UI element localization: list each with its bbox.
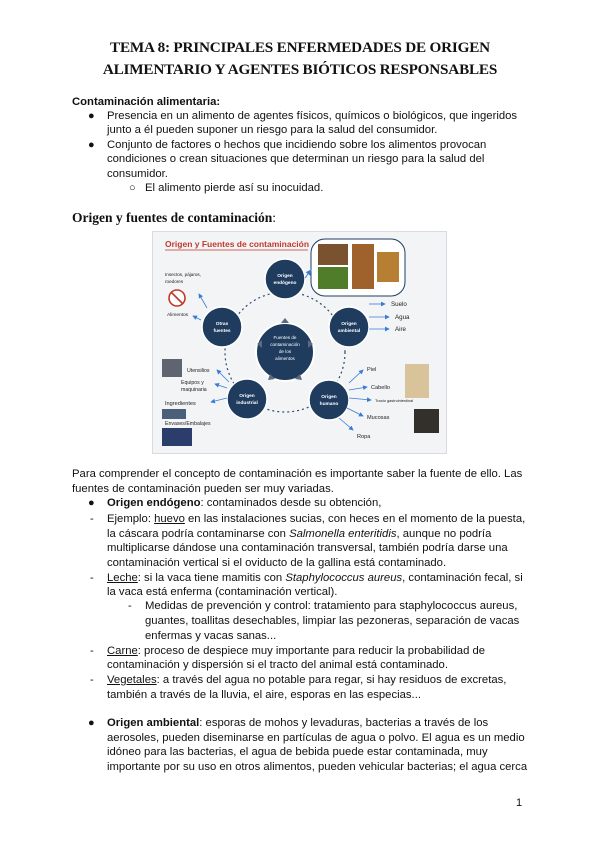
- dash-bullet: -: [90, 572, 94, 584]
- label-agua: Agua: [395, 314, 410, 321]
- node-otras-l1: Otras: [215, 322, 229, 327]
- dash-bullet: -: [90, 513, 94, 525]
- node-otras-l2: fuentes: [213, 329, 231, 334]
- center-line-3: de los: [278, 349, 292, 354]
- ambiental-line1: [107, 716, 488, 732]
- label-aire: Aire: [395, 326, 407, 333]
- dash-bullet: -: [90, 674, 94, 686]
- photo-utensils: [162, 359, 182, 377]
- label-alimentos: Alimentos: [167, 313, 189, 318]
- photo-arrow: [305, 270, 311, 278]
- vegetales-line2: también a través de la lluvia, el aire, esporas en las especias...: [107, 689, 421, 701]
- node-ambiental-l1: Origen: [341, 322, 357, 327]
- center-line-2: contaminación: [270, 342, 300, 347]
- label-utensilios: Utensilios: [187, 368, 210, 374]
- node-humano-l1: Origen: [321, 395, 337, 400]
- arrow-utensilios: [217, 370, 229, 382]
- label-cabello: Cabello: [371, 385, 390, 391]
- intro-line1: Para comprender el concepto de contaminación es importante saber la fuente de ello. Las: [72, 468, 523, 480]
- photo-hair: [405, 364, 429, 398]
- label-ropa: Ropa: [357, 434, 371, 440]
- title-line-1: TEMA 8: PRINCIPALES ENFERMEDADES DE ORIGEN: [110, 39, 490, 56]
- contamination-sources-figure: [152, 231, 447, 454]
- ejemplo-line1: [107, 512, 525, 528]
- center-arrow-up: [281, 318, 289, 323]
- ejemplo-line3: multiplicarse dándose una contaminación transversal, también podría darse una: [107, 542, 508, 554]
- def2-line3: consumidor.: [107, 168, 168, 180]
- leche-word: Leche: [107, 572, 138, 584]
- photo-hand: [414, 409, 439, 433]
- carne-rest: : proceso de despiece muy importante para reducir la probabilidad de: [137, 645, 486, 657]
- figure-diagram: [153, 232, 446, 453]
- carne-word: Carne: [107, 645, 138, 657]
- arrow-piel: [349, 370, 363, 383]
- node-industrial-l2: industrial: [236, 401, 258, 406]
- photo-plants: [318, 267, 348, 289]
- section-heading-text: Origen y fuentes de contaminación: [72, 210, 273, 225]
- arrow-ingredientes: [211, 398, 227, 402]
- center-line-1: Fuentes de: [273, 335, 297, 340]
- bullet-dot: ●: [88, 110, 95, 122]
- label-piel: Piel: [367, 367, 377, 373]
- medidas-line3: enfermas y vacas sanas...: [145, 630, 277, 642]
- medidas-line1: Medidas de prevención y control: tratamiento para staphylococcus aureus,: [145, 600, 518, 612]
- photo-eggs: [377, 252, 399, 282]
- node-otras: [202, 307, 242, 347]
- node-industrial: [227, 379, 267, 419]
- center-line-4: alimentos: [275, 356, 295, 361]
- node-humano-l2: humano: [319, 402, 339, 407]
- ambiental-line4: importante por su uso en otros alimentos, pueden vehicular bacterias; el agua cerca: [107, 761, 528, 773]
- endogeno-item: [107, 496, 381, 512]
- ejemplo-rest: en las instalaciones sucias, con heces en el momento de la puesta,: [184, 513, 526, 525]
- section-heading-colon: :: [272, 210, 277, 225]
- label-tracto: Tracto gastrointestinal: [375, 398, 414, 403]
- label-ingredientes: Ingredientes: [165, 401, 196, 407]
- node-humano: [309, 380, 349, 420]
- dash-bullet: -: [90, 645, 94, 657]
- def2-line2: condiciones o crean situaciones que determinan un riesgo para la salud del: [107, 153, 485, 165]
- bullet-circle: ○: [129, 182, 136, 194]
- ejemplo-huevo: huevo: [154, 513, 185, 525]
- title-line-2: ALIMENTARIO Y AGENTES BIÓTICOS RESPONSABLES: [102, 61, 498, 78]
- label-equipos-l2: maquinaria: [181, 387, 207, 393]
- arrow-equipos: [215, 384, 227, 388]
- intro-line2: fuentes de contaminación pueden ser muy variadas.: [72, 483, 334, 495]
- arrow-alimentos: [193, 316, 201, 320]
- ejemplo-line4: contaminación vertical si el oviducto de la gallina está contaminado.: [107, 557, 447, 569]
- def1-line1: Presencia en un alimento de agentes físicos, químicos o biológicos, que ingeridos: [107, 110, 518, 122]
- medidas-line2: guantes, toallitas desechables, limpiar las pezoneras, separación de vacas: [145, 615, 520, 627]
- leche-a: : si la vaca tiene mamitis con: [137, 572, 286, 584]
- node-industrial-l1: Origen: [239, 394, 255, 399]
- ejemplo-prefix: Ejemplo:: [107, 513, 155, 525]
- label-suelo: Suelo: [391, 301, 407, 308]
- arrow-mucosas: [347, 408, 363, 416]
- node-endogeno: [265, 259, 305, 299]
- endogeno-desc: : contaminados desde su obtención,: [200, 497, 382, 509]
- contaminacion-heading: Contaminación alimentaria:: [72, 96, 221, 108]
- sub-bullet-text: El alimento pierde así su inocuidad.: [145, 182, 324, 194]
- leche-c: , contaminación fecal, si: [402, 572, 523, 584]
- label-insectos-l1: Insectos, pájaros,: [165, 272, 202, 277]
- page-title: [0, 37, 600, 81]
- photo-bread: [352, 244, 374, 289]
- def2-line1: Conjunto de factores o hechos que incidiendo sobre los alimentos provocan: [107, 139, 487, 151]
- photo-meat: [318, 244, 348, 265]
- bullet-dot: ●: [88, 497, 95, 509]
- leche-staph: Staphylococcus aureus: [285, 572, 403, 584]
- page-number: 1: [516, 797, 523, 809]
- label-equipos-l1: Equipos y: [181, 380, 204, 386]
- label-insectos-l2: roedores: [165, 279, 184, 284]
- node-ambiental-l2: ambiental: [337, 329, 361, 334]
- ejemplo-l2c: , aunque no podría: [396, 528, 492, 540]
- leche-line2: la vaca está enferma (contaminación vertical).: [107, 586, 338, 598]
- vegetales-line1: [107, 673, 506, 689]
- arrow-cabello: [349, 387, 367, 390]
- section-heading: [72, 210, 276, 226]
- ambiental-line2: aerosoles, pueden diseminarse en partículas de agua o polvo. El agua es un medio: [107, 732, 525, 744]
- def1-line2: junto a él pueden suponer un riesgo para la salud del consumidor.: [107, 124, 438, 136]
- ambiental-line3: idóneo para las bacterias, el agua de bebida puede estar contaminada, muy: [107, 746, 488, 758]
- arrow-insectos: [199, 294, 207, 308]
- node-ambiental: [329, 307, 369, 347]
- photo-factory: [162, 428, 192, 446]
- node-endogeno-l1: Origen: [277, 274, 293, 279]
- arrow-tracto: [349, 398, 371, 400]
- endogeno-title: Origen endógeno: [107, 497, 201, 509]
- vegetales-rest: : a través del agua no potable para regar, si hay residuos de excretas,: [156, 674, 507, 686]
- photo-packaging: [162, 409, 186, 419]
- bullet-dot: ●: [88, 139, 95, 151]
- figure-title: Origen y Fuentes de contaminación: [165, 239, 310, 249]
- bullet-dot: ●: [88, 717, 95, 729]
- carne-line2: contaminación y dispersión si el tracto del animal está contaminado.: [107, 659, 448, 671]
- ejemplo-l2a: la cáscara podría contaminarse con: [107, 528, 290, 540]
- ambiental-title: Origen ambiental: [107, 717, 200, 729]
- vegetales-word: Vegetales: [107, 674, 157, 686]
- label-mucosas: Mucosas: [367, 415, 390, 421]
- arrow-ropa: [339, 418, 353, 430]
- ambiental-desc: : esporas de mohos y levaduras, bacterias a través de los: [199, 717, 489, 729]
- ejemplo-salmonella: Salmonella enteritidis: [289, 528, 397, 540]
- node-endogeno-l2: endógeno: [273, 281, 297, 286]
- dash-bullet: -: [128, 600, 132, 612]
- label-envases: Envases/Embalajes: [165, 421, 211, 427]
